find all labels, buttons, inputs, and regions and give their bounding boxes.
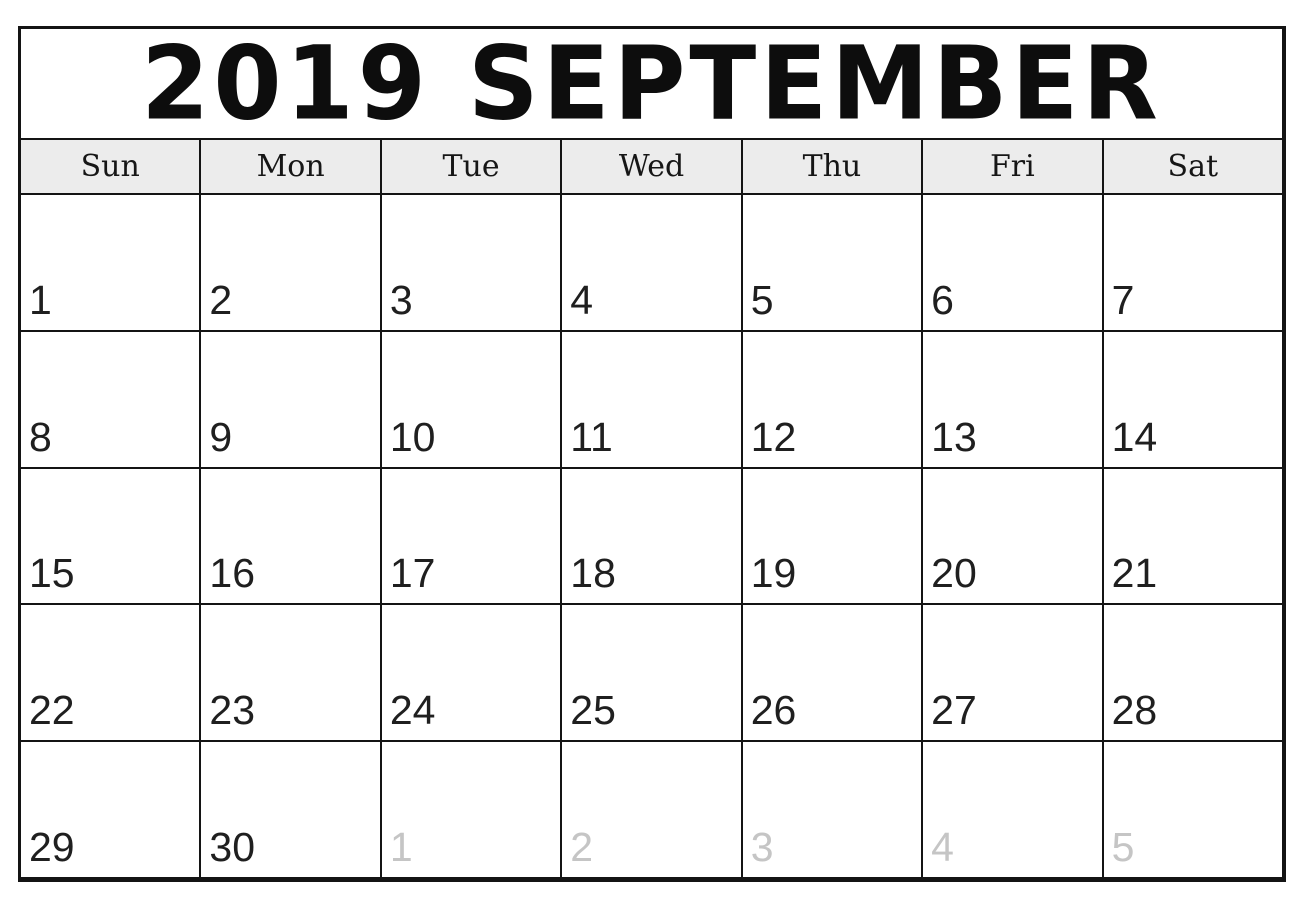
day-number: 4 — [570, 276, 594, 323]
day-number: 16 — [209, 550, 256, 597]
day-cell — [382, 332, 560, 467]
day-cell-next-month — [1104, 742, 1282, 877]
weekday-header-sat: Sat — [1104, 140, 1282, 193]
calendar-title-row — [21, 29, 1282, 138]
day-cell — [923, 605, 1101, 740]
day-cell — [201, 742, 379, 877]
weekday-header-thu: Thu — [743, 140, 921, 193]
day-number: 3 — [389, 276, 413, 323]
calendar — [18, 26, 1286, 882]
day-cell — [1104, 605, 1282, 740]
day-cell — [1104, 195, 1282, 330]
day-cell — [21, 605, 199, 740]
day-number: 18 — [570, 550, 616, 597]
day-cell-next-month — [382, 742, 560, 877]
day-number: 12 — [750, 413, 797, 460]
day-number-muted: 1 — [389, 824, 413, 870]
day-cell — [21, 469, 199, 604]
calendar-title: 2019 SEPTEMBER — [141, 29, 1162, 138]
day-cell — [562, 332, 740, 467]
day-number: 15 — [29, 550, 75, 597]
day-number-muted: 3 — [750, 824, 774, 870]
day-number: 30 — [209, 824, 256, 870]
calendar-grid — [21, 195, 1282, 877]
weekday-header-fri: Fri — [923, 140, 1101, 193]
day-cell — [1104, 469, 1282, 604]
weekday-header-tue: Tue — [382, 140, 560, 193]
day-number: 7 — [1111, 276, 1135, 323]
day-cell — [562, 469, 740, 604]
day-number: 11 — [570, 413, 613, 460]
day-number: 29 — [29, 824, 75, 870]
day-cell — [923, 332, 1101, 467]
weekday-header-mon: Mon — [201, 140, 379, 193]
day-cell — [201, 332, 379, 467]
weekday-header-sun: Sun — [21, 140, 199, 193]
day-number: 27 — [931, 687, 977, 734]
day-cell-next-month — [923, 742, 1101, 877]
day-cell — [1104, 332, 1282, 467]
day-number: 23 — [209, 687, 256, 734]
day-cell — [923, 469, 1101, 604]
day-number: 13 — [931, 413, 977, 460]
day-number: 2 — [209, 276, 233, 323]
day-cell — [382, 195, 560, 330]
day-cell — [743, 195, 921, 330]
weekday-header-row — [21, 140, 1282, 193]
day-number: 21 — [1111, 550, 1158, 597]
day-number: 26 — [750, 687, 797, 734]
day-cell — [201, 469, 379, 604]
day-number: 9 — [209, 413, 233, 460]
day-number: 19 — [750, 550, 797, 597]
day-number: 22 — [29, 687, 75, 734]
day-number-muted: 4 — [931, 824, 954, 870]
day-number: 1 — [29, 276, 52, 323]
day-cell — [201, 195, 379, 330]
day-number-muted: 5 — [1111, 824, 1135, 870]
day-cell — [562, 195, 740, 330]
day-cell — [21, 742, 199, 877]
day-number-muted: 2 — [570, 824, 594, 870]
day-number: 6 — [931, 276, 954, 323]
day-cell — [382, 469, 560, 604]
day-cell-next-month — [562, 742, 740, 877]
day-cell — [743, 605, 921, 740]
day-number: 10 — [389, 413, 436, 460]
day-cell — [923, 195, 1101, 330]
day-cell — [21, 332, 199, 467]
day-number: 14 — [1111, 413, 1158, 460]
day-cell — [201, 605, 379, 740]
day-cell — [743, 469, 921, 604]
day-number: 28 — [1111, 687, 1158, 734]
day-cell — [21, 195, 199, 330]
day-number: 20 — [931, 550, 977, 597]
day-number: 17 — [389, 550, 436, 597]
day-number: 8 — [29, 413, 52, 460]
day-number: 5 — [750, 276, 774, 323]
weekday-header-wed: Wed — [562, 140, 740, 193]
day-cell-next-month — [743, 742, 921, 877]
day-number: 25 — [570, 687, 616, 734]
day-cell — [743, 332, 921, 467]
day-cell — [382, 605, 560, 740]
day-cell — [562, 605, 740, 740]
day-number: 24 — [389, 687, 436, 734]
